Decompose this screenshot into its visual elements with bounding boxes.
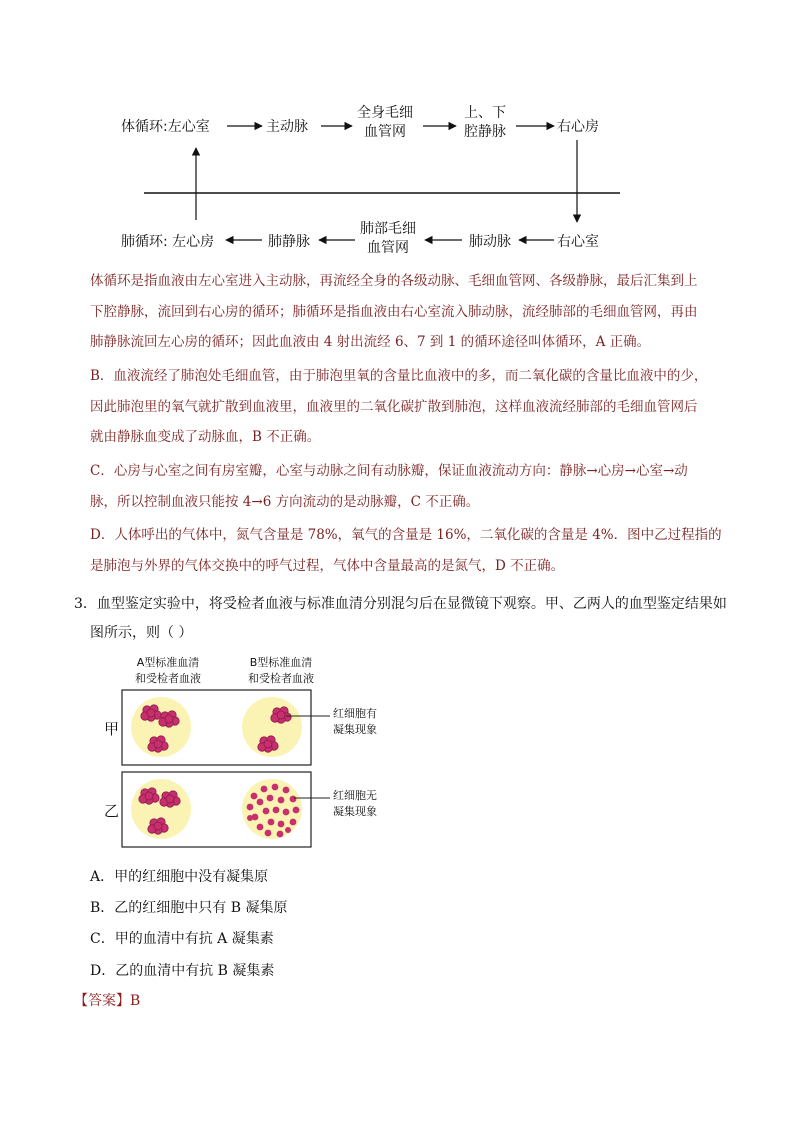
- column-b-header: B型标准血清 和受检者血液: [248, 656, 314, 685]
- answer-line: [74, 990, 140, 1010]
- answer-value: B: [130, 993, 141, 1009]
- row-label-jia: 甲: [104, 720, 120, 738]
- node-pulmonary-capillaries: 肺部毛细 血管网: [360, 221, 416, 256]
- node-systemic-capillaries: 全身毛细 血管网: [357, 105, 413, 140]
- node-pulmonary-vein: 肺静脉: [268, 234, 310, 250]
- option-c: C．甲的血清中有抗 A 凝集素: [90, 931, 274, 947]
- option-a: A．甲的红细胞中没有凝集原: [90, 869, 269, 885]
- question-3-line-1: 3．血型鉴定实验中，将受检者血液与标准血清分别混匀后在显微镜下观察。甲、乙两人的血型鉴定结果如: [74, 596, 727, 612]
- systemic-circulation-row: 体循环:左心室: [121, 119, 210, 135]
- row-label-yi: 乙: [104, 802, 120, 820]
- column-a-header: A型标准血清 和受检者血液: [135, 656, 201, 685]
- explanation-paragraph-d: D．人体呼出的气体中，氮气含量是 78%，氧气的含量是 16%，二氧化碳的含量是 4%．图中乙过程指的 是肺泡与外界的气体交换中的呼气过程，气体中含量最高的是氮气，D 不正确。: [90, 527, 722, 574]
- pulmonary-label: 肺循环: [121, 234, 163, 250]
- option-d: D．乙的血清中有抗 B 凝集素: [90, 963, 275, 979]
- node-left-ventricle: 左心室: [167, 119, 210, 135]
- option-b: B．乙的红细胞中只有 B 凝集原: [90, 900, 288, 916]
- explanation-paragraph-a: 体循环是指血液由左心室进入主动脉，再流经全身的各级动脉、毛细血管网、各级静脉，最后汇集到上 下腔静脉，流回到右心房的循环；肺循环是指血液由右心室流入肺动脉，流经肺部的毛细血管网，再由 肺静脉流回左心房的循环；因此血液由 4 射出流经 6、7 到 1 的循环途径叫体循环，A 正确。: [90, 273, 698, 350]
- note-agglutination: 红细胞有 凝集现象: [333, 707, 377, 736]
- explanation-paragraph-c: C．心房与心室之间有房室瓣，心室与动脉之间有动脉瓣，保证血液流动方向：静脉→心房→心室→动 脉，所以控制血液只能按 4→6 方向流动的是动脉瓣，C 不正确。: [90, 463, 688, 510]
- systemic-label: 体循环: [121, 119, 163, 135]
- question-3-line-2: 图所示，则（ ）: [90, 625, 193, 641]
- explanation-paragraph-b: B．血液流经了肺泡处毛细血管，由于肺泡里氧的含量比血液中的多，而二氧化碳的含量比血液中的少， 因此肺泡里的氧气就扩散到血液里，血液里的二氧化碳扩散到肺泡，这样血液流经肺部的毛细血管网后 就由静脉血变成了动脉血，B 不正确。: [90, 368, 708, 445]
- note-no-agglutination: 红细胞无 凝集现象: [333, 789, 377, 818]
- node-right-ventricle: 右心室: [557, 234, 599, 250]
- node-vena-cava: 上、下 腔静脉: [464, 105, 506, 140]
- node-pulmonary-artery: 肺动脉: [469, 234, 511, 250]
- node-aorta: 主动脉: [266, 119, 308, 135]
- pulmonary-circulation-row: 肺循环: 左心房: [121, 234, 215, 250]
- answer-tag: 【答案】: [74, 993, 130, 1009]
- node-left-atrium: 左心房: [172, 234, 215, 250]
- node-right-atrium: 右心房: [557, 119, 599, 135]
